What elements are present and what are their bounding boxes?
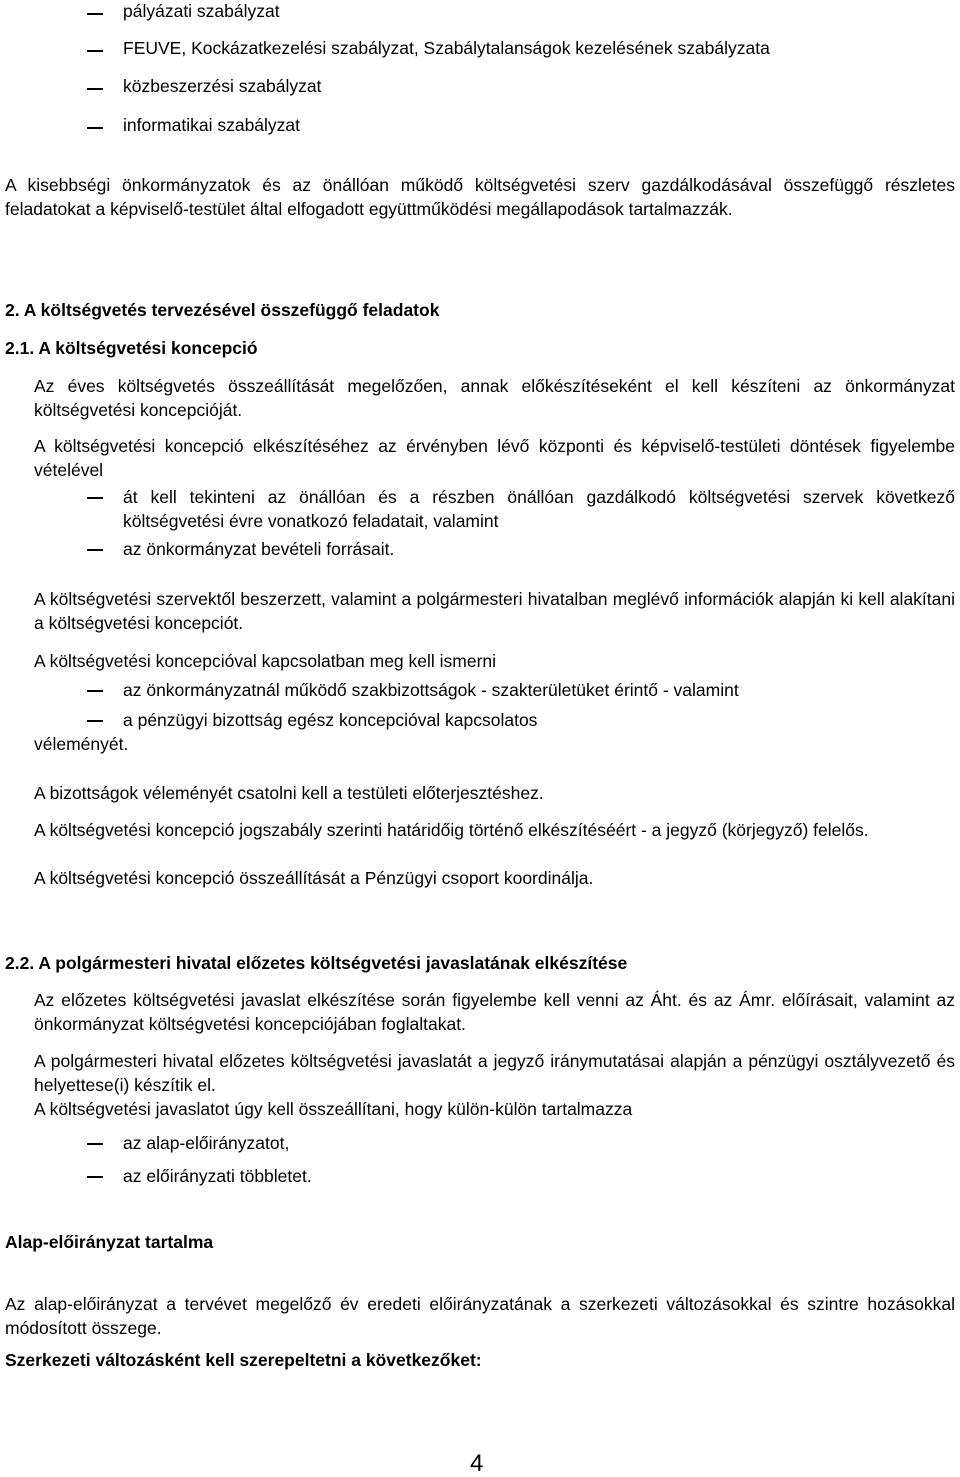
list-item: át kell tekinteni az önállóan és a részben önállóan gazdálkodó költségvetési szervek következő költségvetési évre vonatkozó feladatait, valamint bbox=[123, 487, 955, 531]
paragraph: Az alap-előirányzat a tervévet megelőző év eredeti előirányzatának a szerkezeti változásokkal és szintre hozásokkal módosított összege. bbox=[5, 1294, 955, 1338]
heading-2: 2. A költségvetés tervezésével összefüggő feladatok bbox=[5, 300, 440, 320]
paragraph: A költségvetési koncepció összeállítását a Pénzügyi csoport koordinálja. bbox=[34, 868, 594, 888]
list-item: az önkormányzat bevételi forrásait. bbox=[123, 539, 395, 559]
list-dash bbox=[87, 497, 103, 499]
list-item: közbeszerzési szabályzat bbox=[123, 76, 322, 96]
list-dash bbox=[87, 720, 103, 722]
heading-2-2: 2.2. A polgármesteri hivatal előzetes költségvetési javaslatának elkészítése bbox=[5, 953, 628, 973]
list-dash bbox=[87, 50, 103, 52]
page-number: 4 bbox=[470, 1450, 484, 1477]
list-dash bbox=[87, 127, 103, 129]
heading-alap: Alap-előirányzat tartalma bbox=[5, 1232, 214, 1252]
paragraph: véleményét. bbox=[34, 734, 129, 754]
list-dash bbox=[87, 13, 103, 15]
list-dash bbox=[87, 1143, 103, 1145]
paragraph: A bizottságok véleményét csatolni kell a testületi előterjesztéshez. bbox=[34, 783, 544, 803]
paragraph: Az előzetes költségvetési javaslat elkészítése során figyelembe kell venni az Áht. és az Ámr. előírásait, valamint az önkormányzat költségvetési koncepciójában foglaltakat. bbox=[34, 990, 955, 1034]
paragraph: A költségvetési koncepció jogszabály szerinti határidőig történő elkészítéséért - a jegyző (körjegyző) felelős. bbox=[34, 820, 869, 840]
list-item: FEUVE, Kockázatkezelési szabályzat, Szabálytalanságok kezelésének szabályzata bbox=[123, 38, 770, 58]
list-item: az előirányzati többletet. bbox=[123, 1166, 312, 1186]
list-item: az alap-előirányzatot, bbox=[123, 1133, 290, 1153]
paragraph: A költségvetési javaslatot úgy kell összeállítani, hogy külön-külön tartalmazza bbox=[34, 1099, 633, 1119]
paragraph-intro: A kisebbségi önkormányzatok és az önállóan működő költségvetési szerv gazdálkodásával összefüggő részletes feladatokat a képviselő-testület által elfogadott együttműködési megállapodások tartalmazzák. bbox=[5, 175, 955, 219]
list-dash bbox=[87, 690, 103, 692]
heading-2-1: 2.1. A költségvetési koncepció bbox=[5, 338, 258, 358]
list-dash bbox=[87, 549, 103, 551]
paragraph: A költségvetési koncepció elkészítéséhez az érvényben lévő központi és képviselő-testületi döntések figyelembe vételével bbox=[34, 436, 955, 480]
heading-szerkezeti: Szerkezeti változásként kell szerepeltetni a következőket: bbox=[5, 1350, 482, 1370]
paragraph: A költségvetési koncepcióval kapcsolatban meg kell ismerni bbox=[34, 651, 497, 671]
paragraph: A költségvetési szervektől beszerzett, valamint a polgármesteri hivatalban meglévő információk alapján ki kell alakítani a költségvetési koncepciót. bbox=[34, 589, 955, 633]
list-dash bbox=[87, 1176, 103, 1178]
paragraph: A polgármesteri hivatal előzetes költségvetési javaslatát a jegyző iránymutatásai alapján a pénzügyi osztályvezető és helyettese(i) készítik el. bbox=[34, 1051, 955, 1095]
list-item: a pénzügyi bizottság egész koncepcióval kapcsolatos bbox=[123, 710, 538, 730]
list-dash bbox=[87, 88, 103, 90]
list-item: pályázati szabályzat bbox=[123, 1, 280, 21]
list-item: informatikai szabályzat bbox=[123, 115, 301, 135]
paragraph: Az éves költségvetés összeállítását megelőzően, annak előkészítéseként el kell készíteni az önkormányzat költségvetési koncepcióját. bbox=[34, 376, 955, 420]
list-item: az önkormányzatnál működő szakbizottságok - szakterületüket érintő - valamint bbox=[123, 680, 739, 700]
